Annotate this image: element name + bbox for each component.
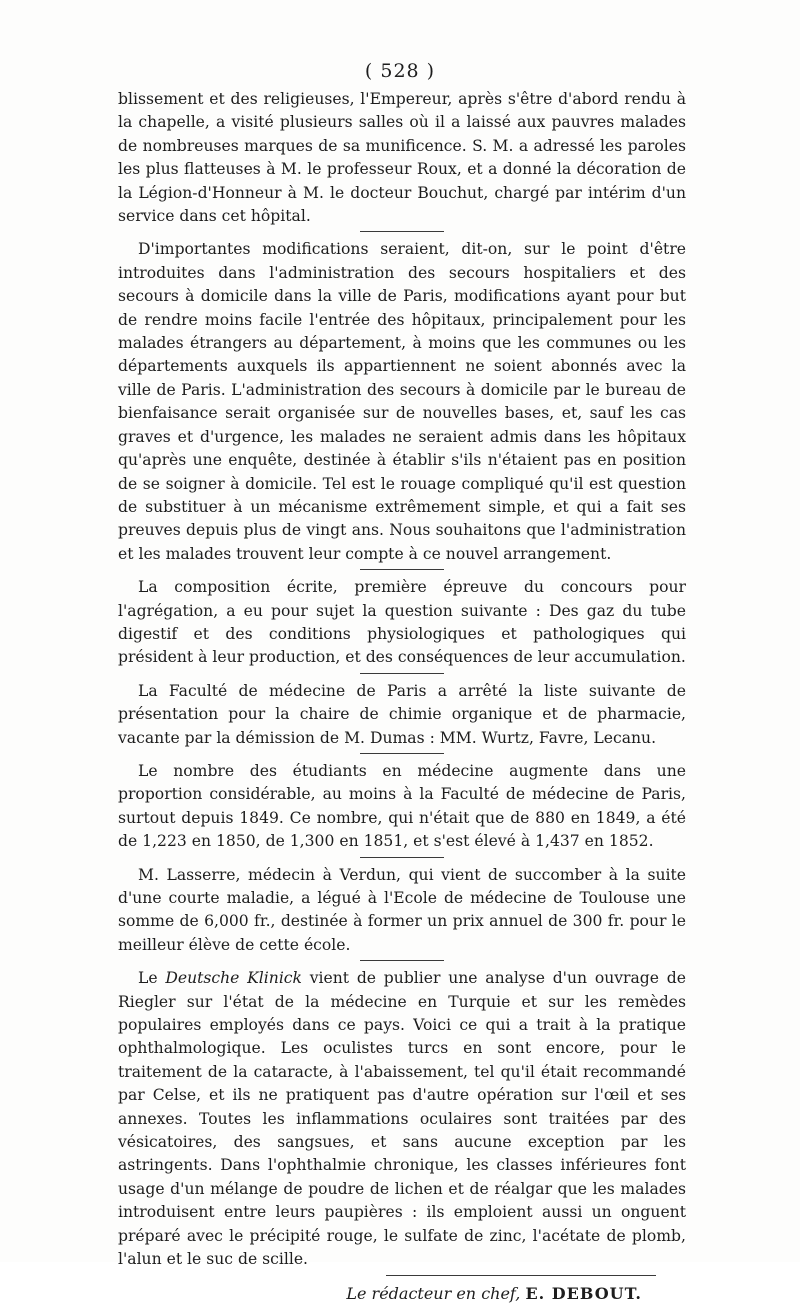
- article-body: [118, 88, 686, 1305]
- paragraph-imperial-visit: blissement et des religieuses, l'Empereur, après s'être d'abord rendu à la chapelle, a visité plusieurs salles où il a laissé aux pauvres malades de nombreuses marques de sa munificence. S. M. a adressé les paroles les plus flatteuses à M. le professeur Roux, et a donné la décoration de la Légion-d'Honneur à M. le docteur Bouchut, chargé par intérim d'un service dans cet hôpital.: [118, 90, 686, 226]
- paragraph-hospital-reform: D'importantes modifications seraient, dit-on, sur le point d'être introduites dans l'administration des secours hospitaliers et des secours à domicile dans la ville de Paris, modifications ayant pour but de rendre moins facile l'entrée des hôpitaux, principalement pour les malades étrangers au département, à moins que les communes ou les départements auxquels ils appartiennent ne soient abonnés avec la ville de Paris. L'administration des secours à domicile par le bureau de bienfaisance serait organisée sur de nouvelles bases, et, sauf les cas graves et d'urgence, les malades ne seraient admis dans les hôpitaux qu'après une enquête, destinée à établir s'ils n'étaient pas en position de se soigner à domicile. Tel est le rouage compliqué qu'il est question de substituer à un mécanisme extrêmement simple, et qui a fait ses preuves depuis plus de vingt ans. Nous souhaitons que l'administration et les malades trouvent leur compte à ce nouvel arrangement.: [118, 240, 686, 563]
- paragraph-body: vient de publier une analyse d'un ouvrage de Riegler sur l'état de la médecine en Turquie et sur les remèdes populaires employés dans ce pays. Voici ce qui a trait à la pratique ophthalmologique. Les oculistes turcs en sont encore, pour le traitement de la cataracte, à l'abaissement, tel qu'il était recommandé par Celse, et ils ne pratiquent pas d'autre opération sur l'œil et ses annexes. Toutes les inflammations oculaires sont traitées par des vésicatoires, des sangsues, et sans aucune exception par les astringents. Dans l'ophthalmie chronique, les classes inférieures font usage d'un mélange de poudre de lichen et de réalgar que les malades introduisent entre leurs paupières : ils emploient aussi un onguent préparé avec le précipité rouge, le sulfate de zinc, l'acétate de plomb, l'alun et le suc de scille.: [118, 969, 686, 1269]
- section-divider: [360, 857, 444, 858]
- paragraph-student-numbers: Le nombre des étudiants en médecine augmente dans une proportion considérable, au moins à la Faculté de médecine de Paris, surtout depuis 1849. Ce nombre, qui n'était que de 880 en 1849, a été de 1,223 en 1850, de 1,300 en 1851, et s'est élevé à 1,437 en 1852.: [118, 761, 686, 851]
- paragraph-turkish-medicine: [118, 967, 686, 1271]
- paragraph-chair-nomination: La Faculté de médecine de Paris a arrêté la liste suivante de présentation pour la chaire de chimie organique et de pharmacie, vacante par la démission de M. Dumas : MM. Wurtz, Favre, Lecanu.: [118, 681, 686, 747]
- signature-name: E. DEBOUT.: [525, 1283, 642, 1303]
- section-divider: [360, 960, 444, 961]
- closing-rule: [386, 1275, 656, 1276]
- section-divider: [360, 673, 444, 674]
- journal-title: Deutsche Klinick: [165, 969, 302, 988]
- section-divider: [360, 569, 444, 570]
- signature-role: Le rédacteur en chef,: [346, 1283, 521, 1303]
- paragraph-aggregation-exam: La composition écrite, première épreuve du concours pour l'agrégation, a eu pour sujet la question suivante : Des gaz du tube digestif et des conditions physiologiques et pathologiques qui président à leur production, et des conséquences de leur accumulation.: [118, 578, 686, 667]
- paragraph-lasserre-bequest: M. Lasserre, médecin à Verdun, qui vient de succomber à la suite d'une courte maladie, a légué à l'Ecole de médecine de Toulouse une somme de 6,000 fr., destinée à former un prix annuel de 300 fr. pour le meilleur élève de cette école.: [118, 865, 686, 954]
- page-number: ( 528 ): [364, 60, 436, 82]
- editor-signature: [118, 1282, 686, 1305]
- paragraph-lead: Le: [138, 969, 166, 988]
- section-divider: [360, 231, 444, 232]
- section-divider: [360, 753, 444, 754]
